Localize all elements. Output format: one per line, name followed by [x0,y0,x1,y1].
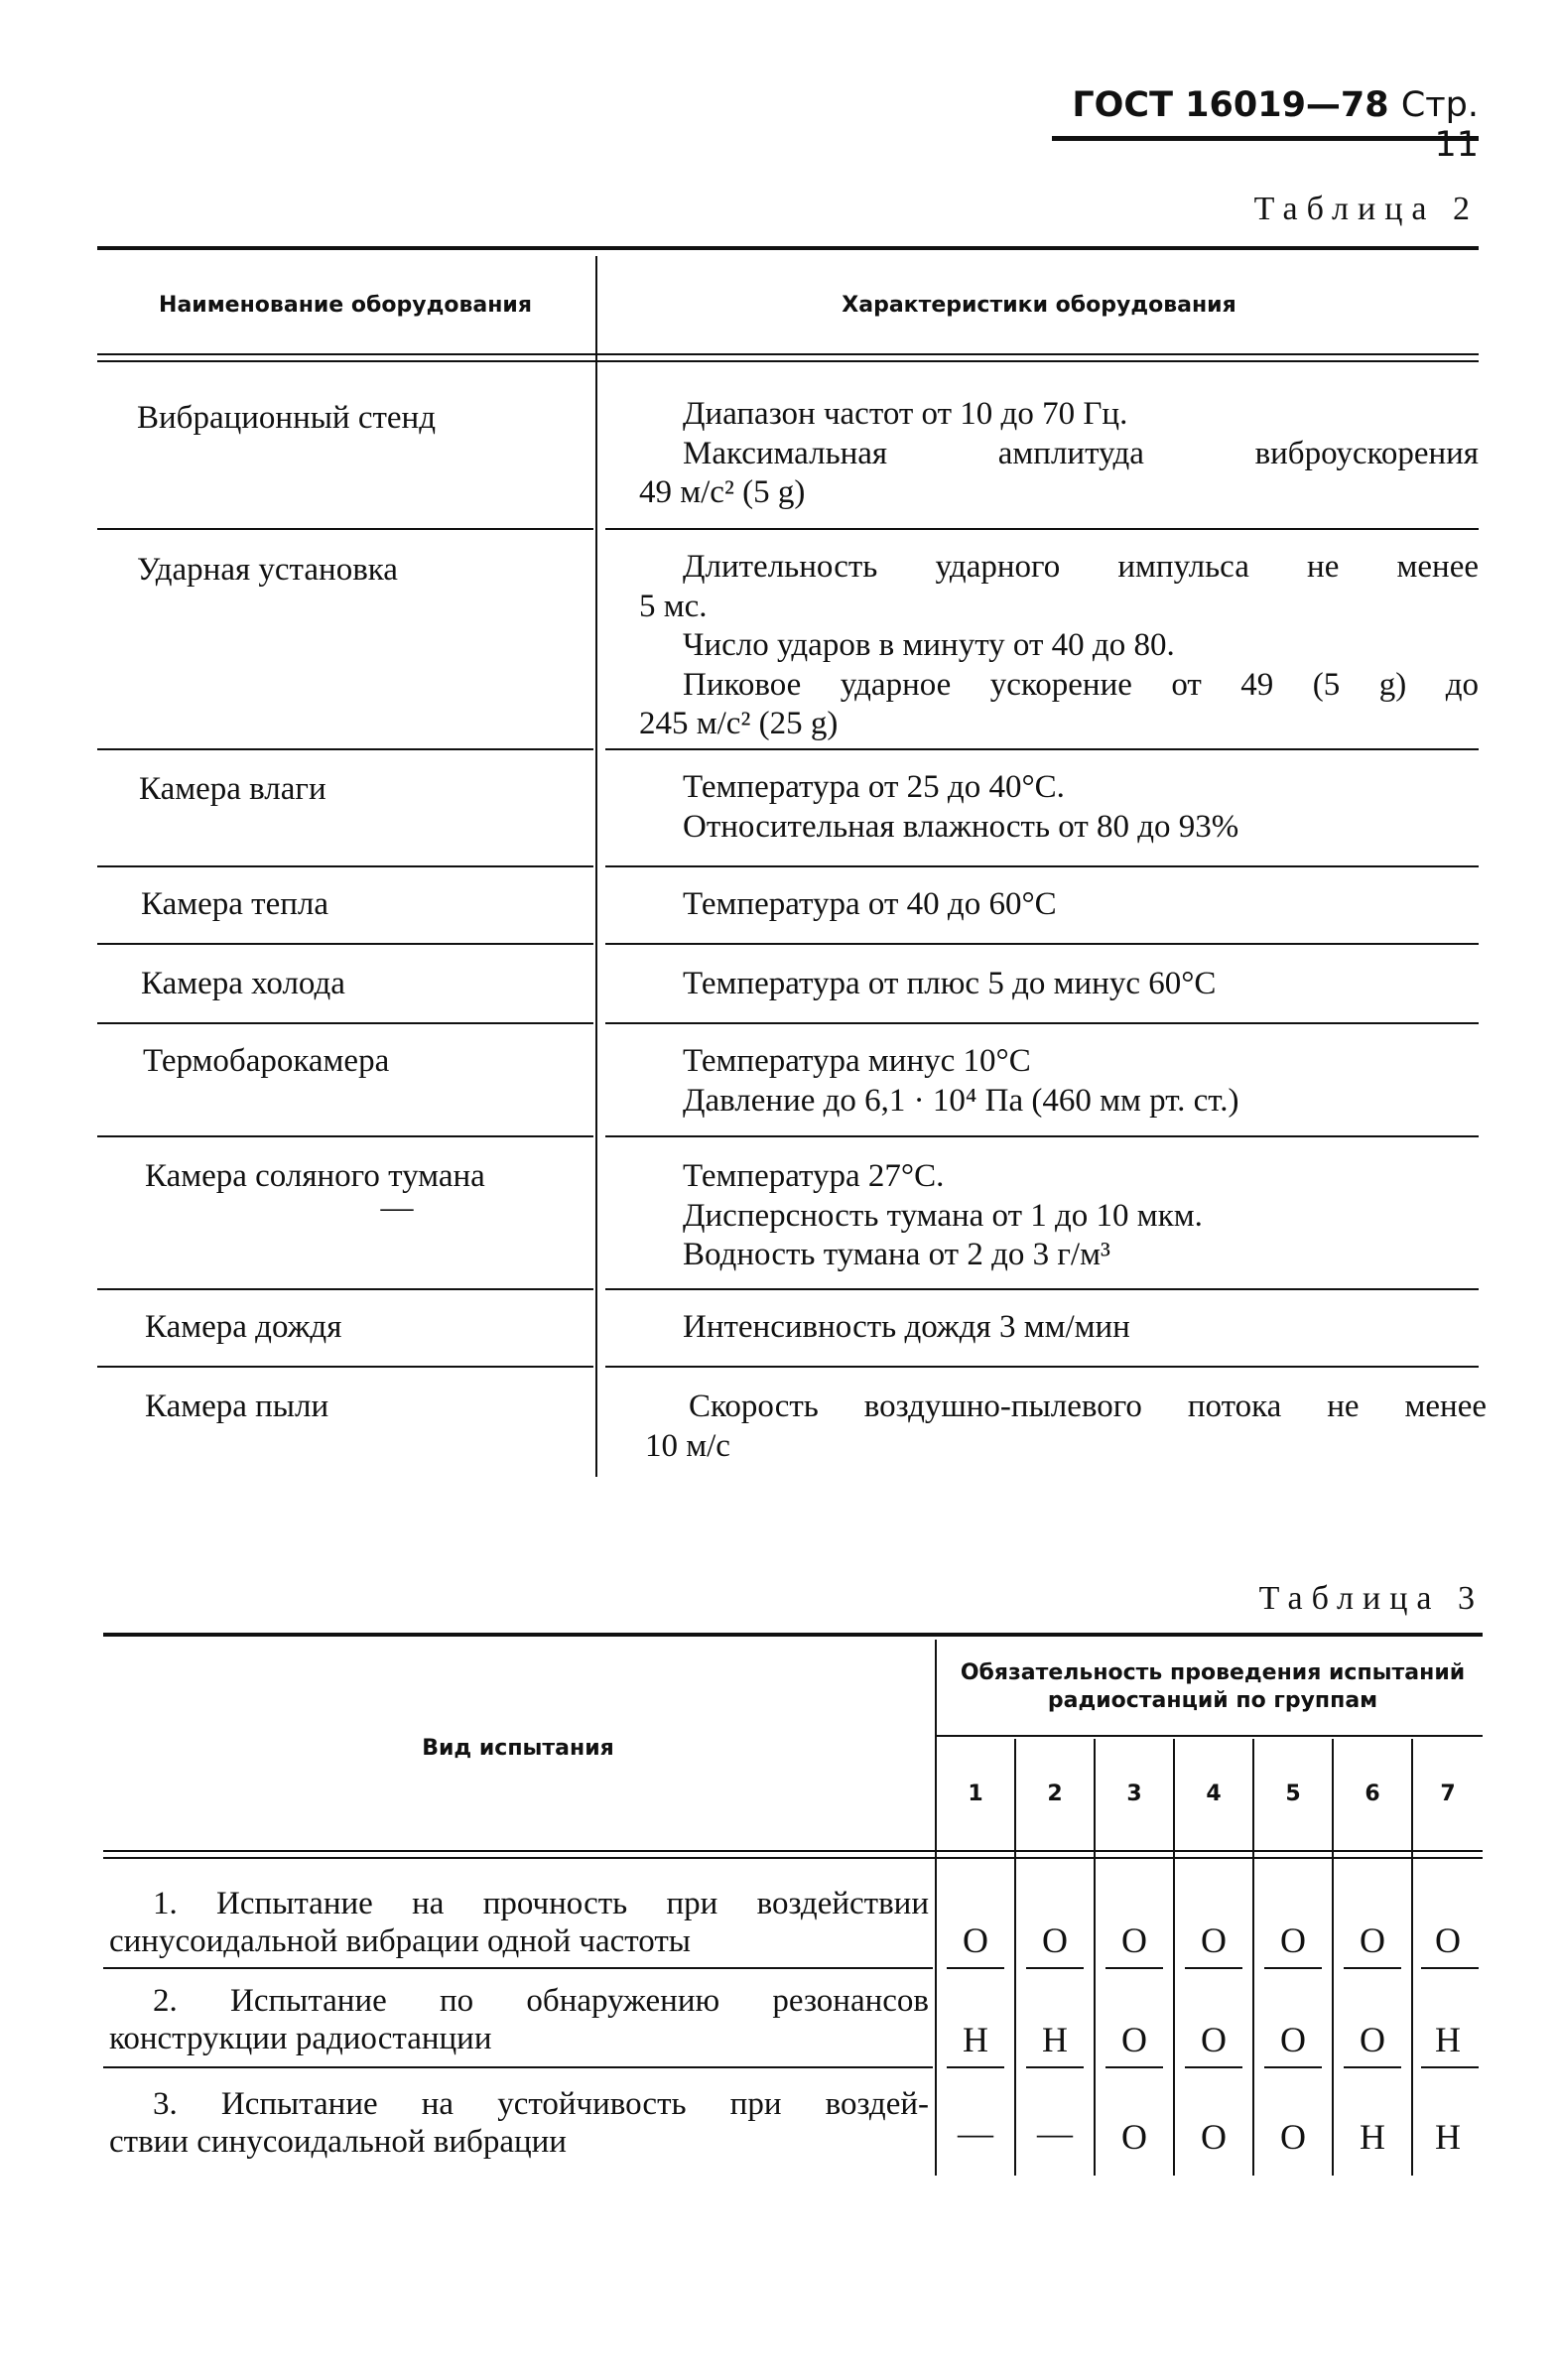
standard-number: ГОСТ 16019—78 [1072,85,1389,125]
table2-row-name: Камера пыли [145,1388,329,1424]
table2-row-name: Термобарокамера [143,1043,390,1079]
table2-row-rule [97,528,593,530]
table2-row-rule [605,748,1479,750]
table3-mark: О [1280,1920,1306,1960]
table3-mark-underline [1264,2066,1322,2068]
table3-mark-underline [947,1967,1004,1969]
table2-row-rule [605,528,1479,530]
table2-row-name: Вибрационный стенд [137,400,436,436]
table3-mark-underline [1026,2066,1084,2068]
table3-group-number: 7 [1440,1782,1456,1806]
table3-mark: О [1201,2020,1227,2059]
table3-mark: Н [1042,2020,1068,2059]
table2-row-desc: Диапазон частот от 10 до 70 Гц. Максимальная амплитуда виброускорения 49 м/с² (5 g) [639,396,1479,511]
table3-mark-underline [1185,1967,1242,1969]
table2-row-rule [605,865,1479,867]
table2-row-dash: — [380,1190,414,1226]
table3-group-number: 2 [1047,1782,1063,1806]
table3-mark-underline [1105,1967,1163,1969]
table2-row-name: Камера дождя [145,1309,342,1345]
table3-mark: Н [1435,2117,1461,2157]
table2-header-characteristics: Характеристики оборудования [842,293,1236,318]
table3-row-rule [103,1967,933,1969]
table3-mark: О [1280,2020,1306,2059]
table3-group-number: 4 [1206,1782,1222,1806]
table2-header-rule-2 [97,360,1479,362]
table2-row-rule [605,1135,1479,1137]
table2-row-desc: Температура 27°С. Дисперсность тумана от 1 до 10 мкм. Водность тумана от 2 до 3 г/м³ [683,1158,1203,1273]
table3-mark-underline [1421,2066,1479,2068]
table2-row-desc: Температура от 40 до 60°С [683,886,1057,922]
table2-row-desc: Скорость воздушно-пылевого потока не менее 10 м/с [645,1388,1487,1464]
page-header [1052,81,1479,165]
table3-top-rule [103,1633,1483,1637]
table2-row-desc: Температура от плюс 5 до минус 60°С [683,966,1217,1001]
table3-mark-underline [1421,1967,1479,1969]
table2-row-rule [605,1288,1479,1290]
table2-row-rule [97,1135,593,1137]
table3-mark: Н [963,2020,988,2059]
table2-top-rule [97,246,1479,250]
table3-row-test: 3. Испытание на устойчивость при воздей- ствии синусоидальной вибрации [109,2086,929,2160]
table2-column-divider [595,256,597,1477]
table3-group-number: 3 [1126,1782,1142,1806]
table2-row-name: Камера влаги [139,771,326,807]
table2-header-rule [97,353,1479,355]
table3-row-test: 2. Испытание по обнаружению резонансов конструкции радиостанции [109,1983,929,2056]
table3-header-test: Вид испытания [422,1736,614,1761]
table3-mark-underline [1026,1967,1084,1969]
table2-row-rule [97,748,593,750]
table3-mark: — [958,2113,993,2153]
table3-mark-underline [1105,2066,1163,2068]
table3-mark: О [1201,2117,1227,2157]
table3-mark: О [1360,1920,1385,1960]
table3-mark-underline [1185,2066,1242,2068]
table3-mark: О [1201,1920,1227,1960]
table3-mark: О [1042,1920,1068,1960]
table2-row-rule [605,1366,1479,1368]
table2-row-rule [97,1022,593,1024]
table2-row-rule [97,943,593,945]
table3-header-rule-2 [103,1857,1483,1859]
table3-row-rule [103,2066,933,2068]
table3-header-rule [103,1850,1483,1852]
table3-mark-underline [1344,2066,1401,2068]
table2-caption: Таблица 2 [1253,191,1479,227]
table3-groups-rule [937,1735,1483,1737]
table3-mark: Н [1360,2117,1385,2157]
table2-row-rule [97,1366,593,1368]
table2-row-desc: Длительность ударного импульса не менее 5 мс. Число ударов в минуту от 40 до 80. Пиковое ударное ускорение от 49 (5 g) до 245 м/с² (25 g) [639,549,1479,742]
table3-mark: О [1121,2020,1147,2059]
table2-row-name: Камера холода [141,966,345,1001]
table2-row-desc: Температура от 25 до 40°С. Относительная влажность от 80 до 93% [683,769,1239,845]
table3-header-groups: Обязательность проведения испытаний радиостанций по группам [960,1660,1466,1713]
table3-mark: Н [1435,2020,1461,2059]
table3-mark: О [1360,2020,1385,2059]
table3-group-number: 6 [1364,1782,1380,1806]
table3-mark: — [1037,2113,1073,2153]
table2-row-rule [605,1022,1479,1024]
table3-main-divider [935,1640,937,2176]
table2-row-desc: Интенсивность дождя 3 мм/мин [683,1309,1130,1345]
table3-mark: О [1280,2117,1306,2157]
table3-caption: Таблица 3 [1258,1580,1484,1617]
table3-group-number: 5 [1285,1782,1301,1806]
page-number: Стр. 11 [1400,85,1479,165]
table2-row-name: Камера тепла [141,886,328,922]
table3-mark-underline [947,2066,1004,2068]
table2-header-name: Наименование оборудования [159,293,532,318]
table3-mark: О [1121,2117,1147,2157]
table2-row-name: Камера соляного тумана [145,1158,485,1194]
table3-mark: О [1435,1920,1461,1960]
table3-group-number: 1 [968,1782,983,1806]
table3-mark: О [1121,1920,1147,1960]
table2-row-name: Ударная установка [137,552,398,588]
table3-mark-underline [1264,1967,1322,1969]
table2-row-rule [97,1288,593,1290]
table2-row-desc: Температура минус 10°С Давление до 6,1 · 10⁴ Па (460 мм рт. ст.) [683,1043,1239,1119]
table3-row-test: 1. Испытание на прочность при воздействии синусоидальной вибрации одной частоты [109,1886,929,1959]
table2-row-rule [97,865,593,867]
table3-mark-underline [1344,1967,1401,1969]
table2-row-rule [605,943,1479,945]
table3-mark: О [963,1920,988,1960]
